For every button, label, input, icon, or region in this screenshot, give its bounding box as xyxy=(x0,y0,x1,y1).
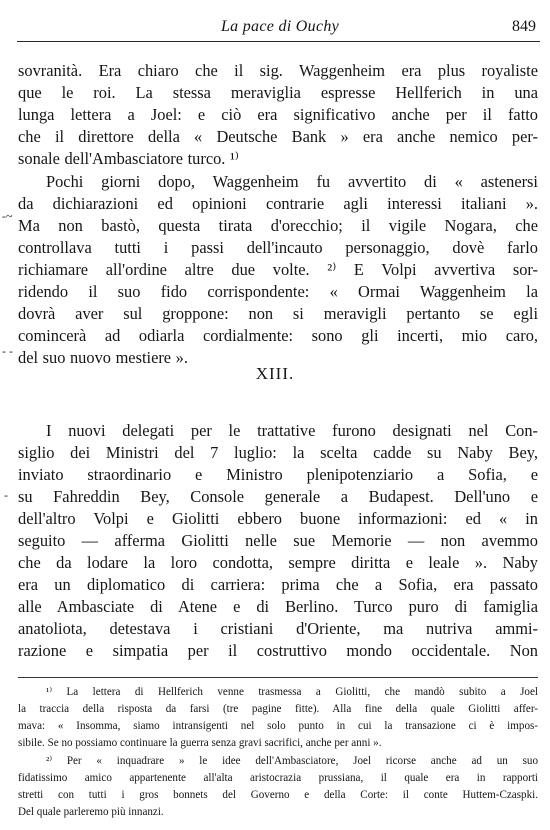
footnote-line: mava: « Insomma, siamo intransigenti nel solo punto in cui la transazione ci è impos- xyxy=(18,720,538,732)
body-line: da dichiarazioni ed opinioni contrarie agli interessi italiani ». xyxy=(18,194,538,213)
body-line: Ma non bastò, questa tirata d'orecchio; il vigile Nogara, che xyxy=(18,216,538,235)
footnote-line: sibile. Se no possiamo continuare la guerra senza gravi sacrifici, anche per anni ». xyxy=(18,737,382,749)
body-line: era un diplomatico di carriera: prima che a Sofia, era passato xyxy=(18,575,538,594)
running-title: La pace di Ouchy xyxy=(220,18,340,35)
body-line: del suo nuovo mestiere ». xyxy=(18,348,188,367)
body-line: ridendo il suo fido corrispondente: « Ormai Waggenheim la xyxy=(18,282,538,301)
footnote-line: stretti con tutti i gros bonnets del Governo e della Corte: il conte Huttem-Czaspki. xyxy=(18,789,538,801)
body-line: dovrà aver sul groppone: non si meravigli pertanto se egli xyxy=(18,304,538,323)
footnote-line: ²⁾ Per « inquadrare » le idee dell'Ambasciatore, Joel ricorse anche ad un suo xyxy=(46,755,538,767)
footnote-line: ¹⁾ La lettera di Hellferich venne trasmessa a Giolitti, che mandò subito a Joel xyxy=(46,686,538,698)
body-line: I nuovi delegati per le trattative furono designati nel Con- xyxy=(46,421,538,440)
body-line: alle Ambasciate di Atene e di Berlino. Turco puro di famiglia xyxy=(18,597,538,616)
page-number: 849 xyxy=(512,18,536,35)
section-heading: XIII. xyxy=(255,364,295,383)
header-rule xyxy=(17,41,540,42)
footnote-line: fidatissimo amico appartenente all'alta aristocrazia prussiana, il quale era in rapporti xyxy=(18,772,538,784)
body-line: richiamare all'ordine altre due volte. ²⁾ E Volpi avvertiva sor- xyxy=(18,260,538,279)
margin-mark: -~ xyxy=(2,209,13,223)
body-line: razione e simpatia per il costruttivo mondo occidentale. Non xyxy=(18,641,538,660)
margin-mark: - xyxy=(4,488,8,502)
body-line: anatoliota, detestava i cristiani d'Oriente, ma nutriva ammi- xyxy=(18,619,538,638)
body-line: dell'altro Volpi e Giolitti ebbero buone informazioni: ed « in xyxy=(18,509,538,528)
footnote-line: la traccia della risposta da farsi (tre pagine fitte). Alla fine della quale Giolitti affer- xyxy=(18,703,538,715)
body-line: inviato straordinario e Ministro plenipotenziario a Sofia, e xyxy=(18,465,538,484)
body-line: seguito — afferma Giolitti nelle sue Memorie — non avemmo xyxy=(18,531,538,550)
body-line: sonale dell'Ambasciatore turco. ¹⁾ xyxy=(18,149,239,168)
body-line: Pochi giorni dopo, Waggenheim fu avvertito di « astenersi xyxy=(46,172,538,191)
footnote-line: Del quale parleremo più innanzi. xyxy=(18,806,164,818)
body-line: sovranità. Era chiaro che il sig. Waggenheim era plus royaliste xyxy=(18,61,538,80)
body-line: che il direttore della « Deutsche Bank » era anche nemico per- xyxy=(18,127,538,146)
body-line: su Fahreddin Bey, Console generale a Budapest. Dell'uno e xyxy=(18,487,538,506)
body-line: siglio dei Ministri del 7 luglio: la scelta cadde su Naby Bey, xyxy=(18,443,538,462)
footnote-rule xyxy=(18,677,538,678)
body-line: che da lodare la loro condotta, sempre diritta e leale ». Naby xyxy=(18,553,538,572)
body-line: lunga lettera a Joel: e ciò era significativo anche per il fatto xyxy=(18,105,538,124)
body-line: controllava tutti i passi dell'incauto personaggio, dovè farlo xyxy=(18,238,538,257)
body-line: comincerà ad odiarla cordialmente: sono gli incerti, mio caro, xyxy=(18,326,538,345)
body-line: que le roi. La stessa meraviglia espresse Hellferich in una xyxy=(18,83,538,102)
margin-mark: - - xyxy=(2,344,13,358)
